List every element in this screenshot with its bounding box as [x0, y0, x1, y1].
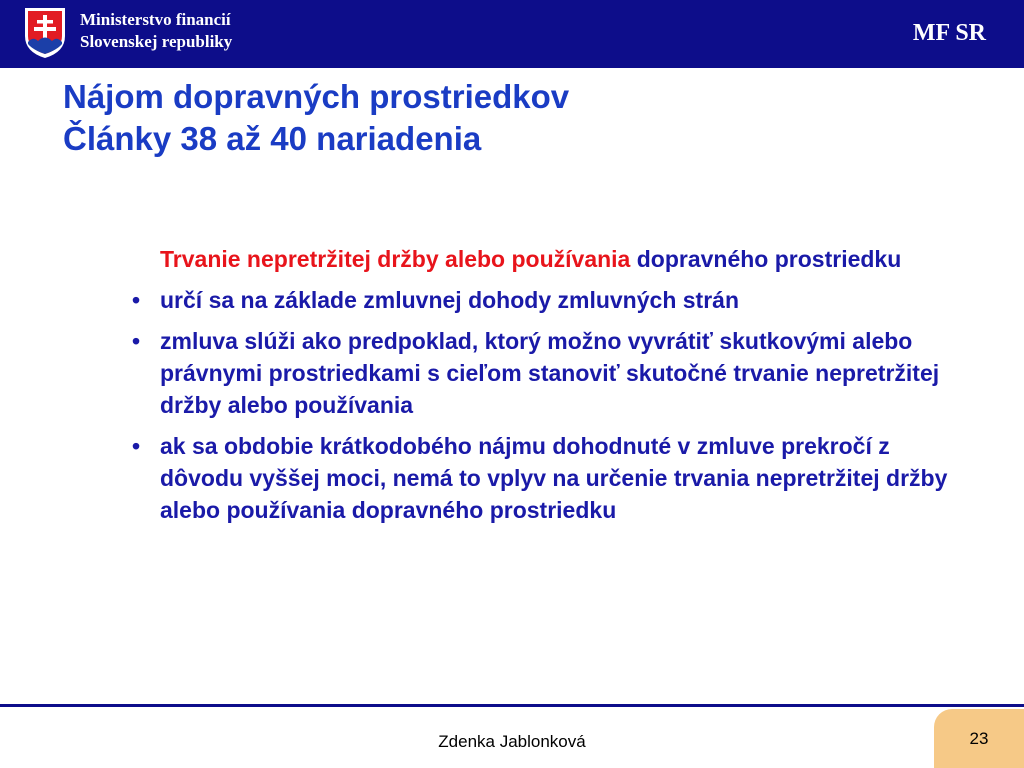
bullet-item: • určí sa na základe zmluvnej dohody zmluvných strán	[160, 284, 950, 316]
page-number-badge: 23	[934, 709, 1024, 768]
header-bar	[0, 0, 1024, 68]
slovak-coat-of-arms-icon	[23, 6, 67, 60]
slide-title-line2: Články 38 až 40 nariadenia	[63, 120, 482, 157]
bullet-item: • zmluva slúži ako predpoklad, ktorý možno vyvrátiť skutkovými alebo právnymi prostriedkami s cieľom stanoviť skutočné trvanie nepretržitej držby alebo používania	[160, 325, 950, 421]
ministry-abbreviation: MF SR	[912, 20, 986, 46]
intro-rest: dopravného prostriedku	[630, 246, 902, 272]
slide-title	[63, 76, 569, 160]
ministry-name	[80, 9, 232, 53]
bullet-item: • ak sa obdobie krátkodobého nájmu dohodnuté v zmluve prekročí z dôvodu vyššej moci, nemá to vplyv na určenie trvania nepretržitej držby alebo používania dopravného prostriedku	[160, 430, 950, 526]
intro-paragraph	[160, 243, 950, 275]
ministry-name-line1: Ministerstvo financií	[80, 10, 231, 29]
slide-title-line1: Nájom dopravných prostriedkov	[63, 78, 570, 115]
bullet-list	[160, 284, 950, 526]
slide-content	[160, 243, 950, 535]
ministry-name-line2: Slovenskej republiky	[80, 32, 233, 51]
footer-divider	[0, 704, 1024, 707]
footer-author: Zdenka Jablonková	[438, 732, 586, 751]
intro-highlight: Trvanie nepretržitej držby alebo používania	[160, 246, 631, 272]
